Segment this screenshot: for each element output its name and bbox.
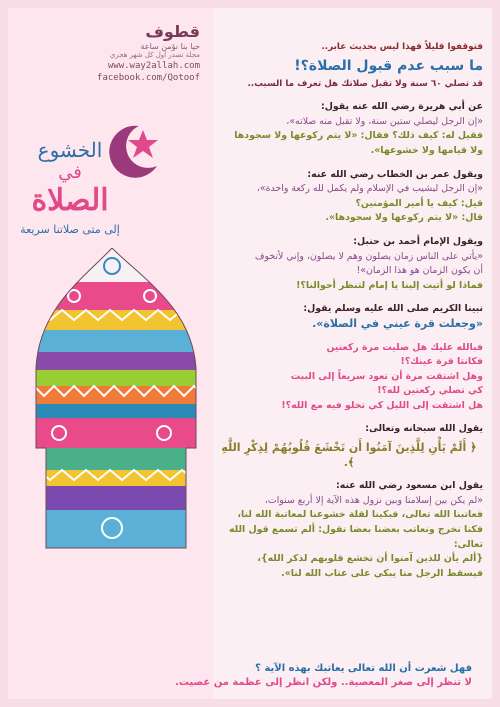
closing-question: فهل شعرت أن الله تعالى يعاتبك بهذه الآية ؟ bbox=[255, 663, 472, 674]
closing-advice: لا تنظر إلى صغر المعصية.. ولكن انظر إلى عظمة من عصيت. bbox=[175, 677, 472, 688]
poster-title bbox=[10, 138, 130, 236]
section-5-heading: يقول الله سبحانه وتعالى: bbox=[365, 423, 483, 435]
section-3-narration: فماذا لو أتيت إلينا يا إمام لتنظر أحوالنا؟! bbox=[296, 279, 483, 291]
intro-line: فتوقفوا قليلاً فهذا ليس بحديث عابر.. bbox=[321, 42, 483, 52]
section-2-narration: قيل: كيف يا أمير المؤمنين؟ bbox=[355, 197, 483, 209]
section-3-heading: ويقول الإمام أحمد بن حنبل: bbox=[353, 235, 483, 247]
reflection-line: وهل اشتقت مرة أن تعود سريعاً إلى البيت bbox=[290, 370, 483, 382]
brand-block bbox=[20, 22, 200, 83]
section-6-narration: {ألم يأن للذين آمنوا أن تخشع قلوبهم لذكر الله}، bbox=[257, 553, 483, 565]
section-1-heading: عن أبي هريرة رضي الله عنه يقول: bbox=[321, 101, 483, 113]
section-6-narration: فكنا نخرج ونعاتب بعضنا بعضا نقول: ألم تسمع قول الله تعالى: bbox=[228, 524, 483, 550]
brand-logo: قطوف bbox=[145, 22, 200, 41]
section-2-heading: ويقول عمر بن الخطاب رضي الله عنه: bbox=[307, 168, 483, 180]
title-line-2: في bbox=[58, 162, 82, 183]
section-6-heading: يقول ابن مسعود رضي الله عنه: bbox=[336, 480, 483, 492]
section-2-narration: قال: «لا يتم ركوعها ولا سجودها». bbox=[325, 212, 483, 224]
section-6-narration: فعاتبنا الله تعالى، فبكينا لقلة خشوعنا لمعاتبة الله لنا، bbox=[237, 509, 483, 521]
section-1-narration: ولا قيامها ولا خشوعها». bbox=[370, 144, 483, 156]
brand-subtitle: مجلة تصدر أول كل شهر هجري bbox=[109, 51, 200, 59]
section-1-quote: «إن الرجل ليصلي ستين سنة، ولا تقبل منه صلاته»، bbox=[286, 115, 483, 127]
closing-message bbox=[34, 662, 472, 690]
decorative-dome-illustration bbox=[14, 248, 209, 658]
title-line-3: الصلاة bbox=[31, 183, 109, 218]
intro-subheading: قد تصلي ٦٠ سنة ولا تقبل صلاتك هل تعرف ما السبب.. bbox=[247, 78, 483, 89]
brand-url: www.way2allah.com bbox=[107, 61, 200, 71]
section-3-quote: أن يكون الزمان هو هذا الزمان»! bbox=[356, 265, 483, 277]
section-1-narration: فقيل له: كيف ذلك؟ فقال: «لا يتم ركوعها ولا سجودها bbox=[234, 130, 483, 142]
article-content bbox=[215, 40, 483, 581]
title-subtitle: إلى متى صلاتنا سريعة bbox=[20, 223, 120, 236]
reflection-line: كي تصلي ركعتين لله؟! bbox=[377, 385, 483, 397]
quran-verse: ﴿ أَلَمْ يَأْنِ لِلَّذِينَ آمَنُوا أَن تَخْشَعَ قُلُوبُهُمْ لِذِكْرِ اللَّهِ ﴾. bbox=[221, 441, 477, 469]
reflection-line: فكانتا قرة عينك؟! bbox=[400, 356, 483, 368]
reflection-line: فبالله عليك هل صليت مرة ركعتين bbox=[326, 341, 483, 353]
title-line-1: الخشوع bbox=[37, 138, 103, 162]
section-4-quote: «وجعلت قرة عيني في الصلاة». bbox=[312, 316, 483, 330]
section-4-heading: نبينا الكريم صلى الله عليه وسلم يقول: bbox=[303, 303, 483, 315]
brand-tagline: حيا بنا نؤمن ساعة bbox=[140, 42, 200, 51]
reflection-line: هل اشتقت إلى الليل كي تخلو فيه مع الله؟! bbox=[281, 399, 483, 411]
section-2-quote: «إن الرجل ليشيب في الإسلام ولم يكمل لله ركعة واحدة»، bbox=[256, 183, 483, 195]
section-6-quote: «لم يكن بين إسلامنا وبين نزول هذه الآية إلا أربع سنوات، bbox=[264, 494, 483, 506]
section-6-narration: فيسقط الرجل منا يبكي على عتاب الله لنا». bbox=[281, 567, 483, 579]
section-3-quote: «يأتي على الناس زمان يصلون وهم لا يصلون، وإني لأتخوف bbox=[254, 250, 483, 262]
brand-facebook: facebook.com/Qotoof bbox=[97, 73, 200, 83]
intro-heading: ما سبب عدم قبول الصلاة؟! bbox=[294, 57, 483, 74]
